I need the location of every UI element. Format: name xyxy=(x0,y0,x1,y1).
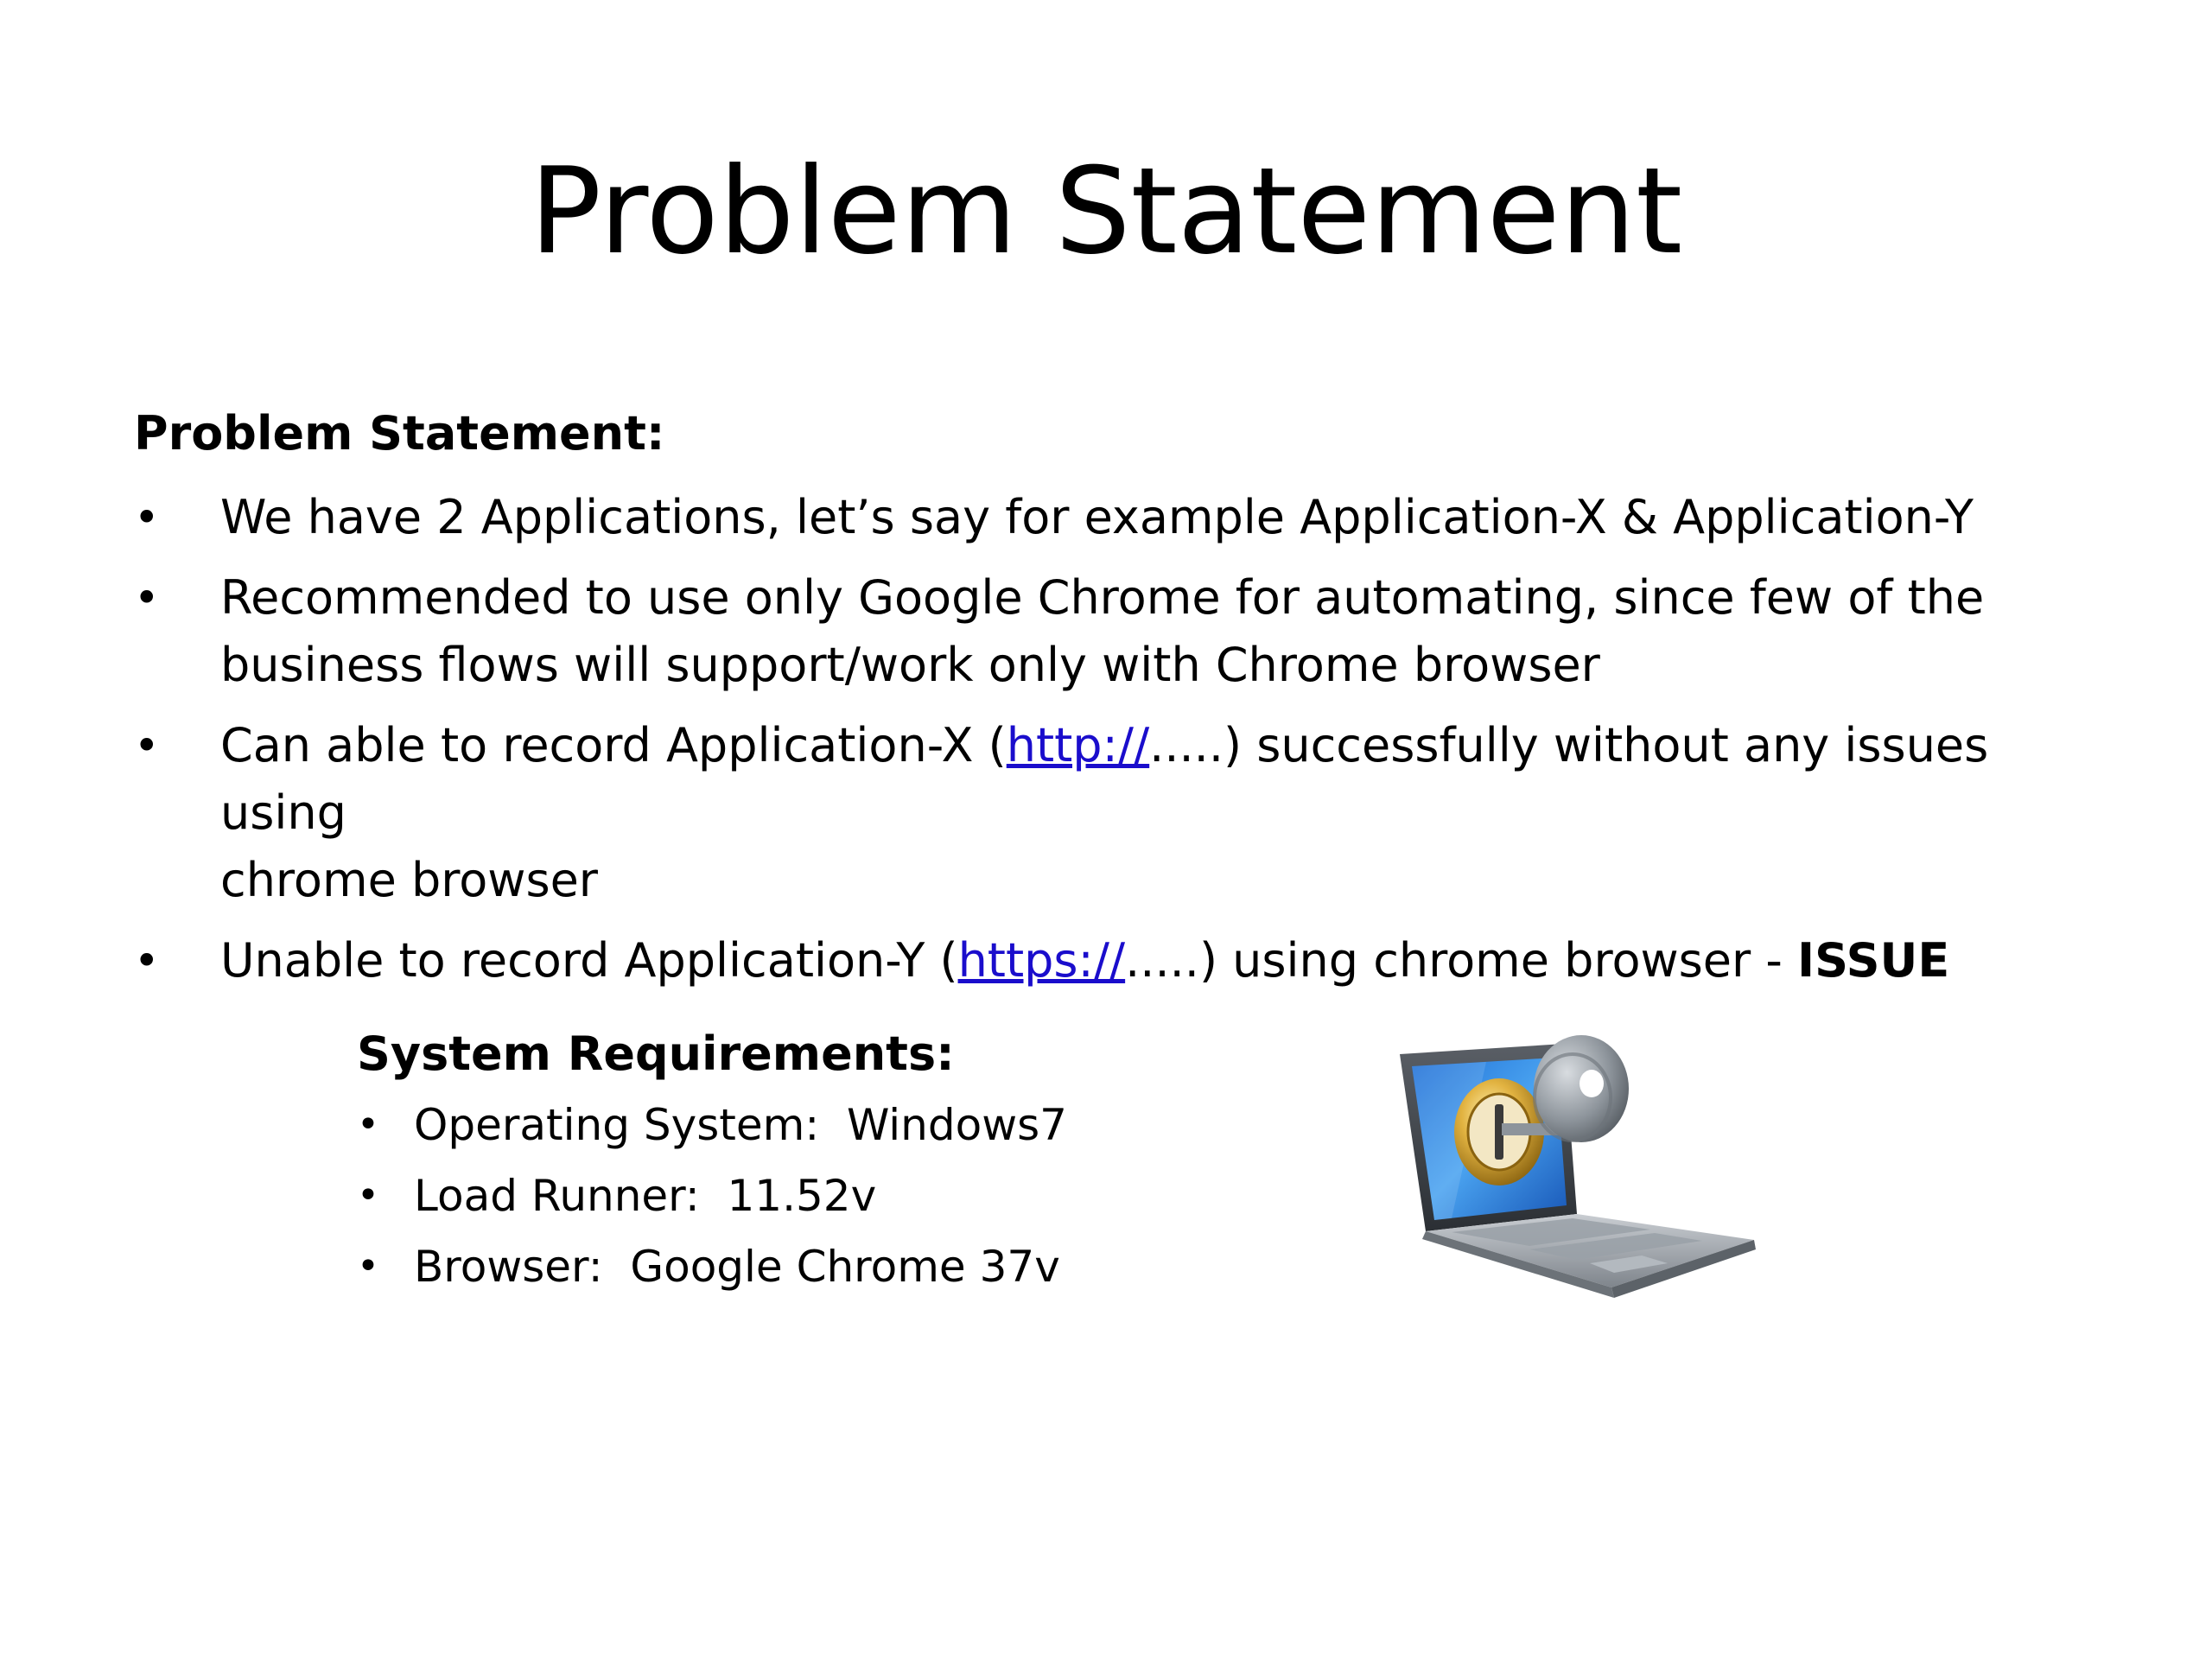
problem-statement-heading: Problem Statement: xyxy=(134,406,665,461)
https-link[interactable]: https:// xyxy=(957,933,1126,988)
issue-label: ISSUE xyxy=(1797,933,1950,988)
bullet-dot: • xyxy=(357,1103,379,1147)
requirement-operating-system xyxy=(357,1096,1067,1154)
bullet-dot: • xyxy=(134,493,160,543)
bullet-record-app-x xyxy=(134,712,2121,914)
problem-bullet-list xyxy=(134,484,2121,1007)
bullet-text: We have 2 Applications, let’s say for example Application-X & Application-Y xyxy=(220,490,1974,544)
bullet-applications xyxy=(134,484,2121,551)
requirement-text: Load Runner: 11.52v xyxy=(414,1171,877,1221)
bullet-text-after: .....) successfully without any issues using xyxy=(220,718,1989,840)
requirement-browser xyxy=(357,1237,1067,1296)
bullet-dot: • xyxy=(134,573,160,623)
bullet-dot: • xyxy=(134,721,160,771)
bullet-dot: • xyxy=(357,1244,379,1288)
bullet-text-after: .....) using chrome browser - xyxy=(1125,933,1798,988)
requirement-text: Operating System: Windows7 xyxy=(414,1100,1067,1150)
system-requirements-list xyxy=(357,1096,1067,1308)
http-link[interactable]: http:// xyxy=(1006,718,1150,772)
bullet-text-line1: Recommended to use only Google Chrome for automating, since few of the xyxy=(220,570,1985,625)
bullet-text-line2: chrome browser xyxy=(220,853,599,907)
bullet-chrome-recommendation xyxy=(134,564,2121,699)
bullet-dot: • xyxy=(134,936,160,986)
laptop-lock-key-icon xyxy=(1391,1028,1780,1313)
bullet-text-line2: business flows will support/work only with Chrome browser xyxy=(220,638,1600,692)
bullet-record-app-y-issue xyxy=(134,927,2121,995)
bullet-dot: • xyxy=(357,1173,379,1217)
requirement-load-runner xyxy=(357,1166,1067,1225)
system-requirements-heading: System Requirements: xyxy=(357,1027,955,1081)
bullet-text-before: Can able to record Application-X ( xyxy=(220,718,1007,772)
slide-title: Problem Statement xyxy=(529,142,1683,281)
bullet-text-before: Unable to record Application-Y ( xyxy=(220,933,958,988)
requirement-text: Browser: Google Chrome 37v xyxy=(414,1242,1060,1292)
